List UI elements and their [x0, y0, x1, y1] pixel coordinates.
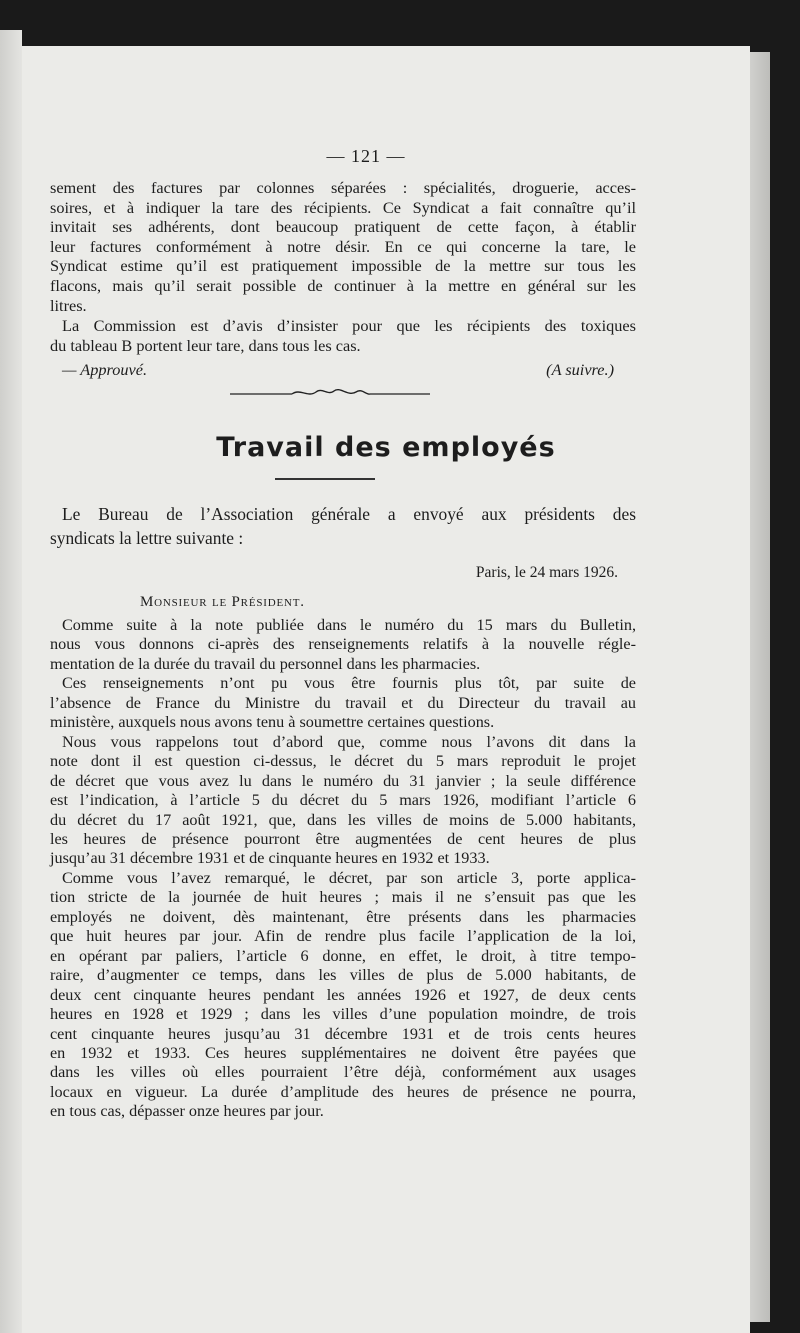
- adjacent-page-edge-left: [0, 30, 22, 1333]
- text-line: La Commission est d’avis d’insister pour que les récipients des toxiques: [62, 316, 636, 335]
- text-line: syndicats la lettre suivante :: [50, 528, 244, 548]
- signoff-line: [62, 360, 614, 380]
- letter-paragraph: [50, 616, 636, 674]
- text-line: du tableau B portent leur tare, dans tous les cas.: [50, 335, 361, 355]
- text-line: raire, d’augmenter ce temps, dans les villes de plus de 5.000 habitants, de: [50, 966, 636, 985]
- letter-salutation: Monsieur le Président.: [140, 594, 305, 610]
- text-line: Comme vous l’avez remarqué, le décret, par son article 3, porte applica-: [62, 868, 636, 887]
- text-line: litres.: [50, 295, 87, 315]
- text-line: leur factures conformément à notre désir. En ce qui concerne la tare, le: [50, 236, 636, 256]
- text-line: invitait ses adhérents, dont beaucoup pratiquent de cette façon, à établir: [50, 217, 636, 237]
- text-line: en tous cas, dépasser onze heures par jour.: [50, 1102, 324, 1121]
- approval-text: — Approuvé.: [62, 360, 148, 379]
- text-line: Comme suite à la note publiée dans le numéro du 15 mars du Bulletin,: [62, 616, 636, 634]
- commission-paragraph: [50, 316, 636, 355]
- text-line: mentation de la durée du travail du personnel dans les pharmacies.: [50, 654, 481, 673]
- text-line: jusqu’au 31 décembre 1931 et de cinquante heures en 1932 et 1933.: [50, 849, 490, 868]
- text-line: de décret que vous avez lu dans le numéro du 31 janvier ; la seule différence: [50, 771, 636, 790]
- page-number: — 121 —: [326, 146, 406, 166]
- document-page: [22, 46, 750, 1333]
- text-line: Syndicat estime qu’il est pratiquement impossible de la mettre sur tous les: [50, 256, 636, 276]
- section-title: Travail des employés: [216, 432, 556, 463]
- text-line: les heures de présence pourront être augmentées de cent heures de plus: [50, 829, 636, 848]
- text-line: ministère, auxquels nous avons tenu à soumettre certaines questions.: [50, 713, 495, 732]
- text-line: en 1932 et 1933. Ces heures supplémentaires ne doivent être payées que: [50, 1043, 636, 1062]
- continued-note: (A suivre.): [546, 360, 614, 379]
- title-underline: [275, 478, 375, 480]
- text-line: note dont il est question ci-dessus, le décret du 5 mars reproduit le projet: [50, 752, 636, 771]
- text-line: Nous vous rappelons tout d’abord que, comme nous l’avons dit dans la: [62, 732, 636, 751]
- text-line: Ces renseignements n’ont pu vous être fournis plus tôt, par suite de: [62, 674, 636, 693]
- letter-paragraph: [50, 733, 636, 869]
- text-line: que huit heures par jour. Afin de rendre plus facile l’application de la loi,: [50, 927, 636, 946]
- text-line: locaux en vigueur. La durée d’amplitude des heures de présence ne pourra,: [50, 1082, 636, 1101]
- letter-body: [50, 616, 636, 1122]
- letter-paragraph: [50, 674, 636, 732]
- text-line: sement des factures par colonnes séparées : spécialités, droguerie, acces-: [50, 178, 636, 197]
- text-line: l’absence de France du Ministre du travail et du Directeur du travail au: [50, 693, 636, 712]
- intro-paragraph: [50, 502, 636, 550]
- text-line: tion stricte de la journée de huit heures ; mais il ne s’ensuit pas que les: [50, 888, 636, 907]
- text-line: heures en 1928 et 1929 ; dans les villes d’une population moindre, de trois: [50, 1005, 636, 1024]
- page-stack-edge-right: [748, 52, 770, 1322]
- letter-dateline: Paris, le 24 mars 1926.: [475, 564, 618, 581]
- text-line: deux cent cinquante heures pendant les années 1926 et 1927, de deux cents: [50, 985, 636, 1004]
- continued-paragraph: [50, 178, 636, 315]
- text-line: cent cinquante heures jusqu’au 31 décembre 1931 et de trois cents heures: [50, 1024, 636, 1043]
- text-line: employés ne doivent, dès maintenant, être présents dans les pharmacies: [50, 907, 636, 926]
- text-line: du décret du 17 août 1921, que, dans les villes de moins de 5.000 habitants,: [50, 810, 636, 829]
- text-line: en opérant par paliers, l’article 6 donne, en effet, le droit, à titre tempo-: [50, 946, 636, 965]
- text-line: Le Bureau de l’Association générale a envoyé aux présidents des: [62, 504, 636, 524]
- letter-paragraph: [50, 869, 636, 1122]
- text-line: nous vous donnons ci-après des renseignements relatifs à la nouvelle régle-: [50, 635, 636, 654]
- ornament-divider: [230, 384, 430, 400]
- text-line: est l’indication, à l’article 5 du décret du 5 mars 1926, modifiant l’article 6: [50, 791, 636, 810]
- text-line: soires, et à indiquer la tare des récipients. Ce Syndicat a fait connaître qu’il: [50, 197, 636, 217]
- text-line: flacons, mais qu’il serait possible de continuer à la mettre en général sur les: [50, 275, 636, 295]
- text-line: dans les villes où elles pourraient l’être déjà, conformément aux usages: [50, 1063, 636, 1082]
